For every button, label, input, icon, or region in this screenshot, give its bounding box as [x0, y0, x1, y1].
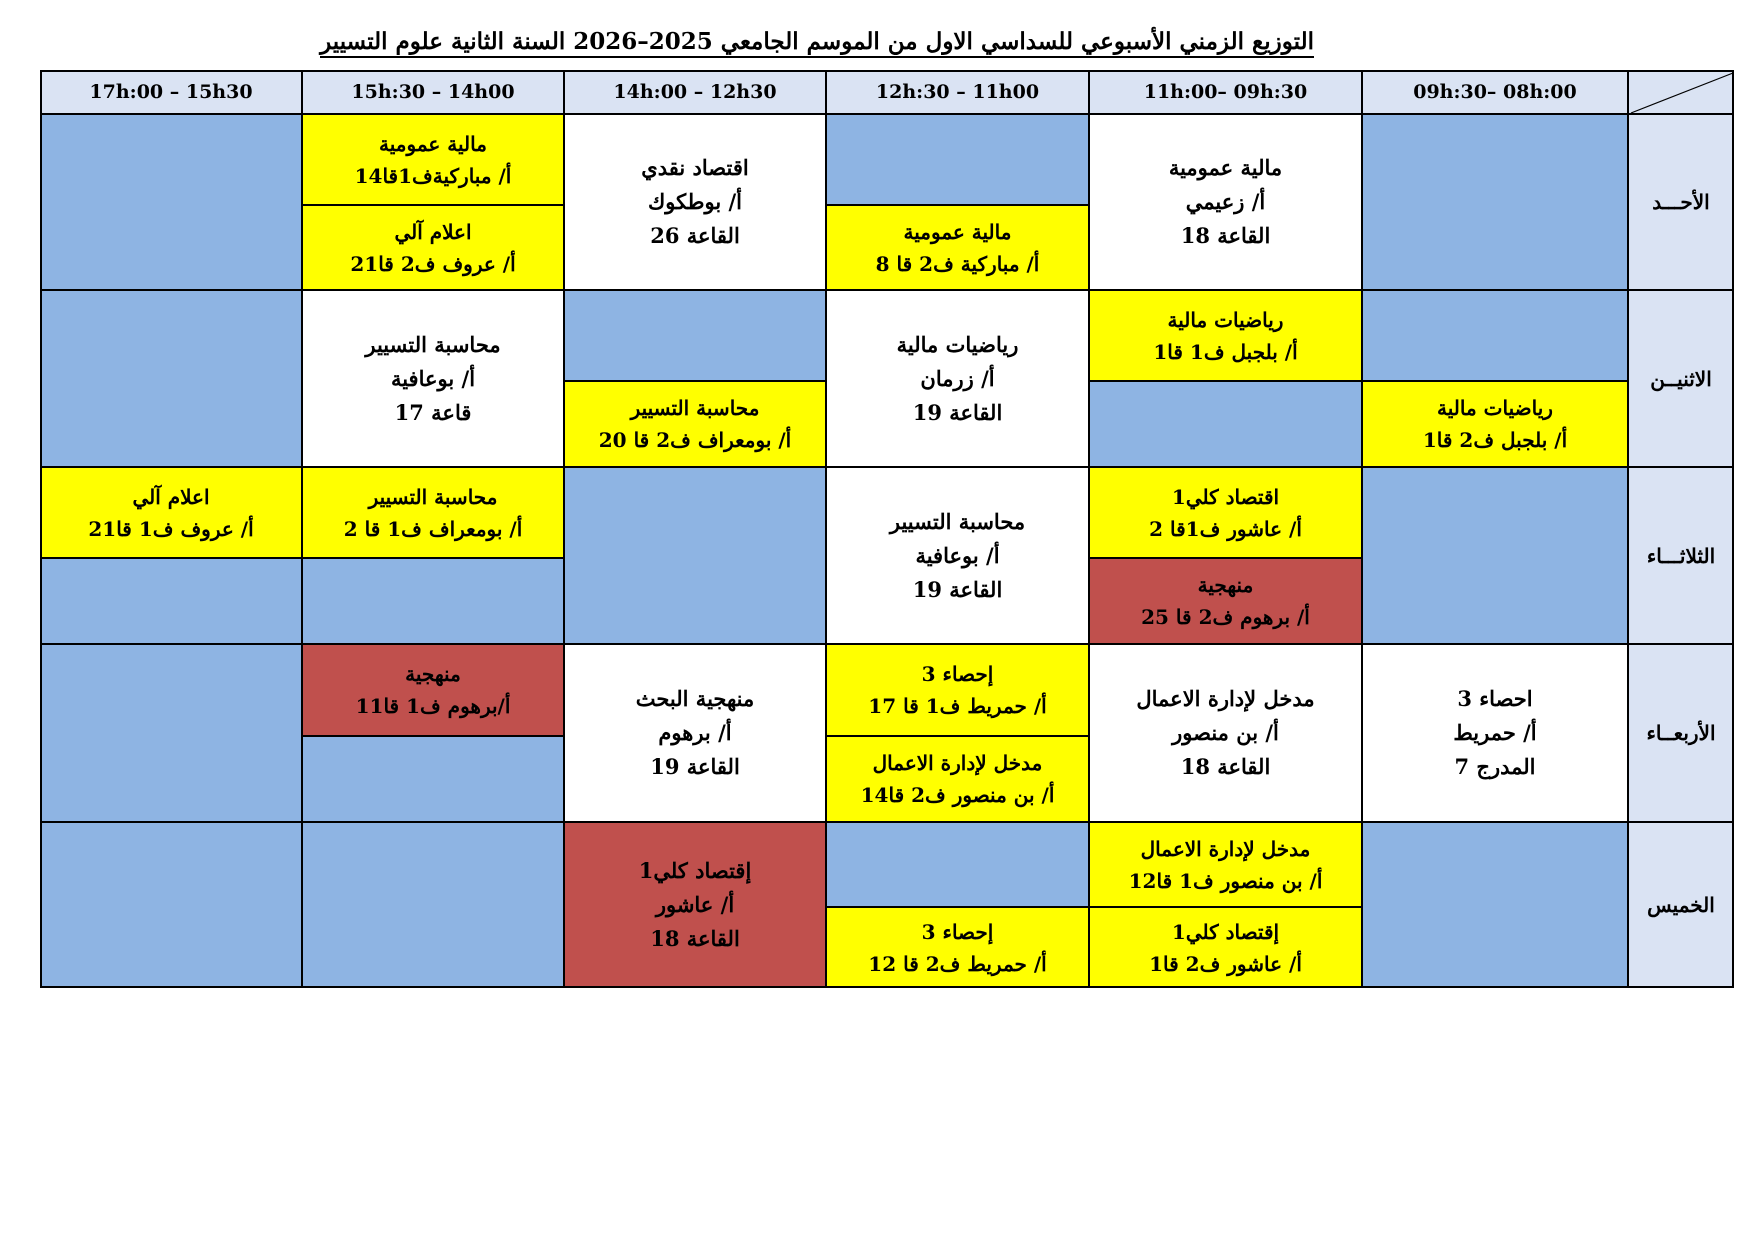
timetable	[40, 70, 1734, 988]
class-line: اعلام آلي	[394, 219, 472, 244]
class-line: القاعة 18	[1180, 754, 1271, 779]
class-line: أ/ بومعراف ف2 قا 20	[598, 428, 792, 452]
class-line: منهجية	[1197, 573, 1254, 597]
class-line: أ/ عاشور ف2 قا1	[1149, 951, 1302, 976]
class-line: محاسبة التسيير	[889, 508, 1026, 534]
day-name: الثلاثـــاء	[1646, 543, 1716, 568]
class-line: اقتصاد نقدي	[641, 155, 749, 180]
class-line: منهجية	[405, 662, 461, 686]
class-line: احصاء 3	[1457, 686, 1533, 711]
empty-cell	[40, 290, 302, 467]
class-cell	[1362, 644, 1628, 822]
class-line: أ/ عروف ف2 قا21	[350, 251, 516, 276]
page-title-text: التوزيع الزمني الأسبوعي للسداسي الاول من الموسم الجامعي 2025–2026 السنة الثانية علوم التسيير	[320, 28, 1314, 58]
class-line: أ/ برهوم	[658, 720, 732, 745]
class-line: أ/ بوعافية	[915, 542, 1000, 568]
class-line: أ/ حمريط ف2 قا 12	[868, 951, 1047, 976]
class-cell-bottom	[564, 381, 826, 467]
class-line: أ/ زرمان	[920, 365, 995, 391]
class-line: أ/ بوطكوك	[648, 189, 742, 214]
class-line: أ/ بن منصور ف1 قا12	[1128, 868, 1323, 893]
class-line: القاعة 18	[1180, 223, 1271, 248]
class-line: أ/ عاشور	[655, 892, 735, 917]
class-line: محاسبة التسيير	[630, 396, 760, 420]
empty-cell	[1362, 822, 1628, 988]
class-cell	[564, 822, 826, 988]
time-slot-label: 11h:00– 09h:30	[1143, 81, 1308, 103]
class-cell-top	[302, 467, 564, 558]
class-line: إحصاء 3	[921, 919, 994, 944]
class-cell	[564, 644, 826, 822]
class-line: أ/ بن منصور	[1172, 720, 1279, 745]
class-line: القاعة 26	[650, 223, 740, 248]
class-line: أ/ بلجبل ف2 قا1	[1422, 428, 1568, 452]
class-line: مدخل لإدارة الاعمال	[872, 751, 1043, 775]
class-cell	[1089, 114, 1362, 290]
day-name: الأربعــاء	[1646, 721, 1716, 745]
class-line: رياضيات مالية	[1437, 396, 1553, 420]
class-cell-bottom	[826, 205, 1089, 290]
class-cell-top	[302, 644, 564, 736]
class-cell-bottom	[826, 736, 1089, 822]
class-line: اقتصاد كلي1	[1171, 484, 1280, 509]
time-slot-label: 09h:30– 08h:00	[1413, 81, 1577, 103]
class-line: أ/ بن منصور ف2 قا14	[860, 783, 1055, 807]
class-cell-bottom	[1362, 381, 1628, 467]
empty-cell-top	[564, 290, 826, 381]
class-line: أ/ عروف ف1 قا21	[88, 516, 254, 541]
time-slot-label: 17h:00 – 15h30	[89, 81, 253, 103]
empty-cell-top	[826, 114, 1089, 205]
class-cell-top	[826, 644, 1089, 736]
class-line: أ/ عاشور ف1قا 2	[1149, 516, 1302, 541]
class-cell-bottom	[826, 907, 1089, 988]
class-cell-top	[302, 114, 564, 205]
empty-cell-top	[826, 822, 1089, 907]
time-slot-header	[564, 70, 826, 114]
day-label-cell	[1628, 114, 1734, 290]
empty-cell	[40, 644, 302, 822]
class-line: محاسبة التسيير	[368, 484, 498, 509]
class-cell	[564, 114, 826, 290]
time-slot-header	[1362, 70, 1628, 114]
diagonal-line	[1629, 71, 1735, 115]
class-line: أ/ زعيمي	[1185, 189, 1266, 214]
class-line: رياضيات مالية	[896, 331, 1019, 357]
class-line: أ/ بوعافية	[390, 365, 476, 391]
empty-cell-bottom	[40, 558, 302, 644]
time-slot-header	[40, 70, 302, 114]
empty-cell	[1362, 467, 1628, 644]
empty-cell-bottom	[1089, 381, 1362, 467]
time-slot-header	[826, 70, 1089, 114]
class-line: أ/ برهوم ف2 قا 25	[1141, 605, 1310, 629]
class-line: مالية عمومية	[903, 219, 1012, 244]
empty-cell	[40, 114, 302, 290]
class-line: إحصاء 3	[921, 662, 994, 686]
class-cell-top	[1089, 290, 1362, 381]
class-line: أ/ بلجبل ف1 قا1	[1153, 339, 1298, 364]
empty-cell	[564, 467, 826, 644]
day-name: الأحـــد	[1652, 190, 1710, 214]
class-cell	[302, 290, 564, 467]
time-slot-label: 12h:30 – 11h00	[875, 81, 1040, 103]
class-line: محاسبة التسيير	[365, 331, 501, 357]
class-line: مالية عمومية	[379, 131, 487, 156]
class-line: إقتصاد كلي1	[638, 858, 752, 883]
day-label-cell	[1628, 290, 1734, 467]
class-line: القاعة 19	[912, 399, 1003, 425]
corner-cell	[1628, 70, 1734, 114]
class-cell-bottom	[302, 205, 564, 290]
class-line: اعلام آلي	[132, 484, 210, 509]
class-line: أ/ مباركيةف1قا14	[354, 163, 512, 188]
day-name: الاثنيــن	[1650, 366, 1712, 391]
class-line: مالية عمومية	[1168, 155, 1283, 180]
time-slot-label: 14h:00 – 12h30	[613, 81, 777, 103]
day-label-cell	[1628, 644, 1734, 822]
class-line: أ/برهوم ف1 قا11	[355, 694, 511, 718]
class-line: المدرج 7	[1454, 754, 1536, 779]
class-line: أ/ مباركية ف2 قا 8	[875, 251, 1040, 276]
day-label-cell	[1628, 822, 1734, 988]
class-line: القاعة 18	[650, 926, 740, 951]
class-cell-bottom	[1089, 558, 1362, 644]
class-line: أ/ حمريط	[1453, 720, 1537, 745]
class-line: القاعة 19	[650, 754, 740, 779]
class-line: منهجية البحث	[635, 686, 755, 711]
class-line: قاعة 17	[394, 399, 472, 425]
empty-cell	[1362, 114, 1628, 290]
class-line: أ/ حمريط ف1 قا 17	[868, 694, 1047, 718]
day-name: الخميس	[1647, 893, 1715, 917]
class-line: القاعة 19	[912, 576, 1003, 602]
day-label-cell	[1628, 467, 1734, 644]
empty-cell	[302, 822, 564, 988]
page-title	[0, 26, 1314, 58]
class-line: إقتصاد كلي1	[1171, 919, 1280, 944]
class-line: مدخل لإدارة الاعمال	[1140, 836, 1311, 861]
empty-cell-top	[1362, 290, 1628, 381]
class-cell	[1089, 644, 1362, 822]
class-cell-top	[1089, 822, 1362, 907]
time-slot-header	[302, 70, 564, 114]
class-cell	[826, 290, 1089, 467]
empty-cell-bottom	[302, 736, 564, 822]
time-slot-header	[1089, 70, 1362, 114]
empty-cell-bottom	[302, 558, 564, 644]
class-cell-bottom	[1089, 907, 1362, 988]
class-cell-top	[40, 467, 302, 558]
class-cell-top	[1089, 467, 1362, 558]
class-line: مدخل لإدارة الاعمال	[1136, 686, 1315, 711]
class-line: رياضيات مالية	[1167, 307, 1284, 332]
time-slot-label: 15h:30 – 14h00	[351, 81, 515, 103]
empty-cell	[40, 822, 302, 988]
class-cell	[826, 467, 1089, 644]
class-line: أ/ بومعراف ف1 قا 2	[343, 516, 523, 541]
